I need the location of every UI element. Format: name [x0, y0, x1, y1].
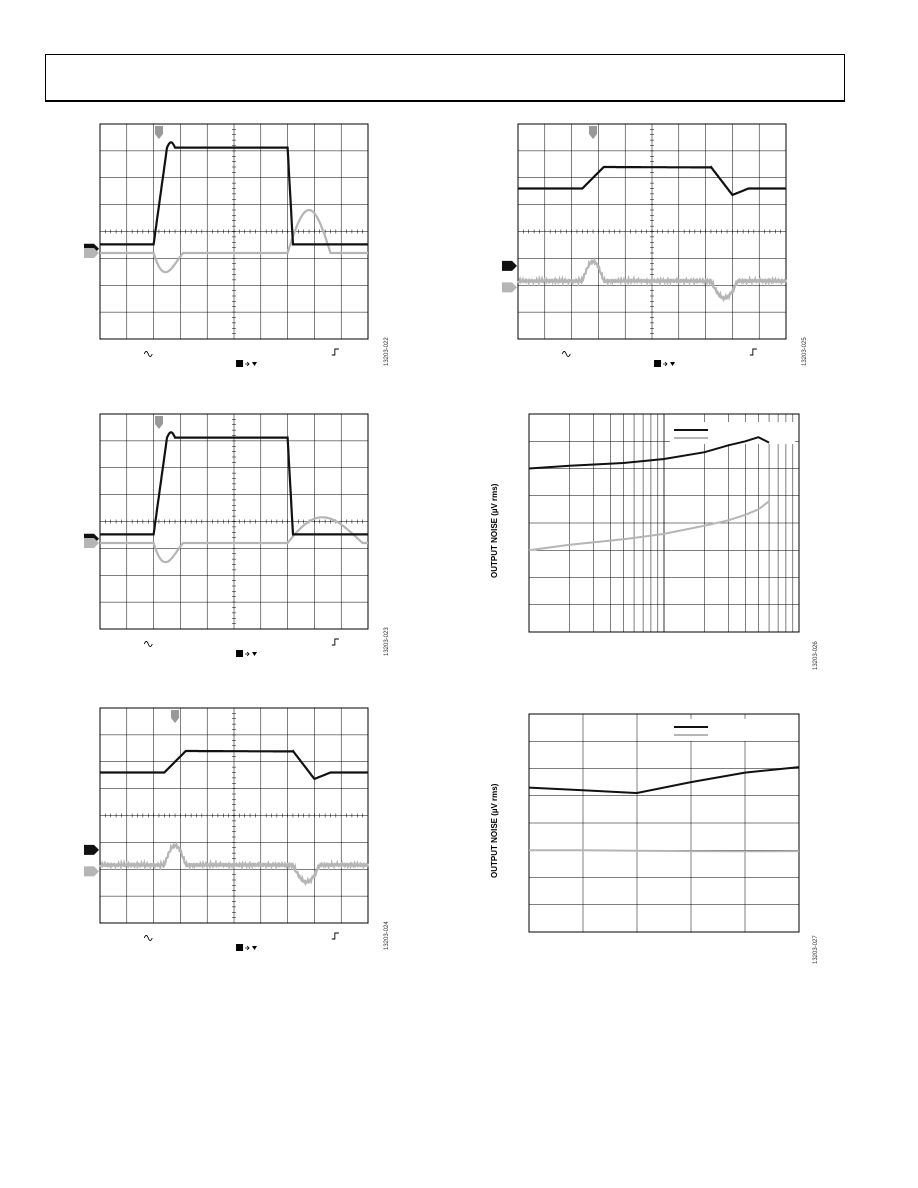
figure-id: 13203-027	[813, 935, 819, 964]
ac-coupling-icon	[144, 642, 152, 647]
scope-plot	[82, 122, 382, 372]
time-ref-icon	[236, 944, 243, 951]
scope-panel-3	[82, 412, 390, 662]
figure-id: 13203-026	[813, 641, 819, 670]
scope-plot	[500, 122, 800, 372]
scope-plot	[82, 706, 382, 956]
rising-edge-icon	[332, 639, 339, 645]
rising-edge-icon	[332, 349, 339, 355]
time-ref-icon	[236, 650, 243, 657]
rising-edge-icon	[750, 349, 757, 355]
scope-plot	[82, 412, 382, 662]
noise-chart-svg	[490, 410, 810, 640]
figure-id: 13203-023	[384, 627, 390, 656]
arrow-right-icon	[663, 362, 667, 366]
noise-chart-svg	[490, 710, 810, 940]
scope-panel-4	[82, 706, 390, 956]
series-line-2	[529, 850, 799, 851]
figure-id: 13203-022	[384, 337, 390, 366]
noise-chart-2	[490, 710, 819, 964]
ac-coupling-icon	[562, 352, 570, 357]
down-triangle-icon	[252, 946, 257, 950]
figure-id: 13203-025	[802, 337, 808, 366]
down-triangle-icon	[252, 652, 257, 656]
legend-box	[670, 719, 750, 741]
noise-chart-1	[490, 410, 819, 670]
y-axis-label: OUTPUT NOISE (µV rms)	[490, 483, 499, 578]
arrow-right-icon	[245, 652, 249, 656]
arrow-right-icon	[245, 362, 249, 366]
ac-coupling-icon	[144, 936, 152, 941]
figure-id: 13203-024	[384, 921, 390, 950]
scope-panel-1	[82, 122, 390, 372]
y-axis-label: OUTPUT NOISE (µV rms)	[490, 783, 499, 878]
page-header-box	[45, 54, 845, 102]
channel-2-marker	[502, 282, 517, 292]
rising-edge-icon	[332, 933, 339, 939]
scope-panel-2	[500, 122, 808, 372]
legend-box	[670, 422, 795, 444]
down-triangle-icon	[252, 362, 257, 366]
channel-1-marker	[84, 845, 99, 855]
time-ref-icon	[654, 360, 661, 367]
down-triangle-icon	[670, 362, 675, 366]
ac-coupling-icon	[144, 352, 152, 357]
channel-1-marker	[502, 261, 517, 271]
channel-2-marker	[84, 866, 99, 876]
time-ref-icon	[236, 360, 243, 367]
arrow-right-icon	[245, 946, 249, 950]
